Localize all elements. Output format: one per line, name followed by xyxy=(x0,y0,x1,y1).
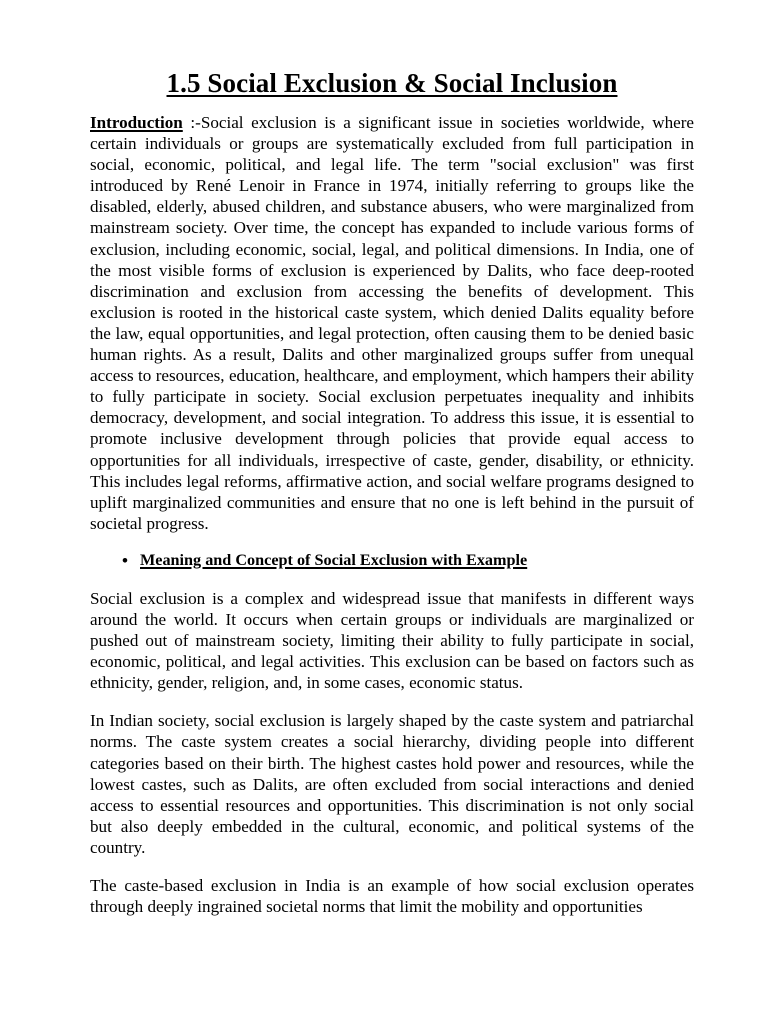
introduction-separator: :- xyxy=(182,113,201,132)
document-content xyxy=(90,66,694,917)
page-title-text: 1.5 Social Exclusion & Social Inclusion xyxy=(166,68,618,98)
bullet-list xyxy=(90,550,694,571)
introduction-label: Introduction xyxy=(90,113,183,132)
paragraph-3: The caste-based exclusion in India is an example of how social exclusion operates through deeply ingrained societal norms that limit the mobility and opportunities xyxy=(90,876,694,917)
paragraph-2: In Indian society, social exclusion is largely shaped by the caste system and patriarchal norms. The caste system creates a social hierarchy, dividing people into different categories based on their birth. The highest castes hold power and resources, while the lowest castes, such as Dalits, are often excluded from social interactions and denied access to essential resources and opportunities. This discrimination is not only social but also deeply embedded in the cultural, economic, and political systems of the country. xyxy=(90,711,694,857)
introduction-body: Social exclusion is a significant issue in societies worldwide, where certain individuals or groups are systematically excluded from full participation in social, economic, political, and legal life. The term "social exclusion" was first introduced by René Lenoir in France in 1974, initially referring to groups like the disabled, elderly, abused children, and substance abusers, who were marginalized from mainstream society. Over time, the concept has expanded to include various forms of exclusion, including economic, social, legal, and political dimensions. In India, one of the most visible forms of exclusion is experienced by Dalits, who face deep-rooted discrimination and exclusion from accessing the benefits of development. This exclusion is rooted in the historical caste system, which denied Dalits equality before the law, equal opportunities, and legal protection, often causing them to be denied basic human rights. As a result, Dalits and other marginalized groups suffer from unequal access to resources, education, healthcare, and employment, which hampers their ability to fully participate in society. Social exclusion perpetuates inequality and inhibits democracy, development, and social integration. To address this issue, it is essential to promote inclusive development through policies that provide equal access to opportunities for all individuals, irrespective of caste, gender, disability, or ethnicity. This includes legal reforms, affirmative action, and social welfare programs designed to uplift marginalized communities and ensure that no one is left behind in the pursuit of societal progress. xyxy=(90,113,695,533)
list-item xyxy=(90,550,694,571)
bullet-icon: • xyxy=(122,550,128,570)
page-title xyxy=(90,66,694,100)
bullet-heading-text: Meaning and Concept of Social Exclusion with Example xyxy=(140,550,528,569)
introduction-paragraph xyxy=(90,112,694,534)
paragraph-1: Social exclusion is a complex and widespread issue that manifests in different ways around the world. It occurs when certain groups or individuals are marginalized or pushed out of mainstream society, limiting their ability to fully participate in social, economic, political, and legal activities. This exclusion can be based on factors such as ethnicity, gender, religion, and, in some cases, economic status. xyxy=(90,588,694,693)
